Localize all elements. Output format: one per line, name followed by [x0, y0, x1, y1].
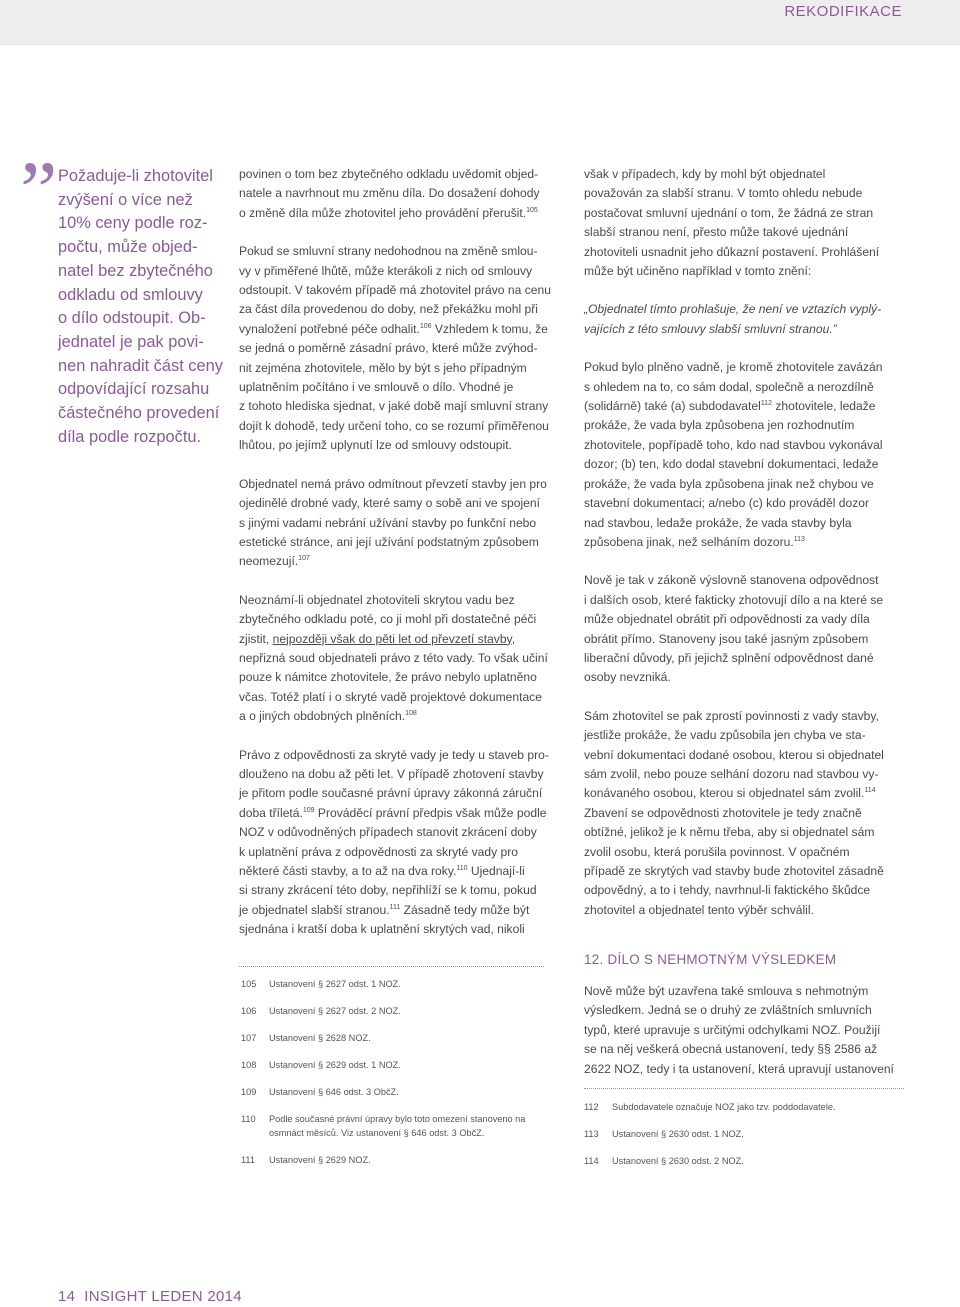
text-line: slabší stranou není, přesto může takové ujednání: [584, 225, 849, 240]
footnote-number: 106: [241, 1006, 257, 1016]
paragraph: [239, 475, 569, 572]
pull-quote-line: částečného provedení: [58, 404, 220, 423]
text-line: výsledkem. Jedná se o druhý ze zvláštních smluvních: [584, 1003, 872, 1018]
text-line: sjednána i kratší doba k uplatnění skrytých vad, nikoli: [239, 922, 525, 937]
text-line: zhotovitele, popřípadě toho, kdo nad stavbou vykonával: [584, 437, 883, 452]
text-line: se jedná o poměrně zásadní právo, které může zvýhod-: [239, 341, 538, 356]
footnote-line: Ustanovení § 2629 NOZ.: [269, 1154, 371, 1165]
footnote-ref: 107: [298, 555, 310, 563]
text-line: zbytečného odkladu poté, co ji mohl při dostatečné péči: [239, 612, 537, 627]
pull-quote-line: o dílo odstoupit. Ob-: [58, 309, 206, 328]
text-line: typů, které upravuje s určitými odchylkami NOZ. Použijí: [584, 1022, 881, 1037]
footnotes-right: [584, 1101, 909, 1182]
footnote-line: Ustanovení § 2627 odst. 2 NOZ.: [269, 1006, 401, 1016]
text-line: může objednatel obrátit při odpovědnosti za vady díla: [584, 612, 870, 627]
page-footer: [58, 1288, 242, 1305]
text-line: nepřizná soud objednateli právo z této vady. To však učiní: [239, 650, 548, 665]
footnote-line: Ustanovení § 2629 odst. 1 NOZ.: [269, 1060, 401, 1070]
text-line: Nově může být uzavřena také smlouva s nehmotným: [584, 984, 869, 998]
text-line: Nově je tak v zákoně výslovně stanovena odpovědnost: [584, 573, 879, 588]
text-line: Sám zhotovitel se pak zprostí povinnosti z vady stavby,: [584, 708, 879, 723]
footnote-number: 111: [241, 1154, 255, 1165]
footnote-ref: 114: [864, 787, 876, 795]
pull-quote-line: 10% ceny podle roz-: [58, 214, 208, 233]
paragraph: [239, 591, 569, 727]
footnote: [241, 1113, 571, 1140]
footnote-text: [612, 1128, 744, 1142]
footnote-number: 114: [584, 1156, 599, 1166]
footnote-line: Ustanovení § 2628 NOZ.: [269, 1033, 371, 1043]
quote-mark-icon: ”: [20, 145, 58, 238]
footnote-text: [612, 1101, 836, 1115]
underlined-phrase: nejpozději však do pěti let od převzetí stavby: [272, 631, 512, 646]
text-line: si strany zkrácení této doby, nepřihlíží se k tomu, pokud: [239, 883, 537, 898]
text-line: sám zvolil, nebo pouze selhání dozoru nad stavbou vy-: [584, 766, 879, 781]
text-line: zjistit, nejpozději však do pěti let od převzetí stavby,: [239, 631, 516, 646]
footnote-ref: 111: [389, 903, 401, 911]
footnote-number: 107: [241, 1033, 257, 1043]
pull-quote-line: zvýšení o více než: [58, 190, 193, 209]
footnote-line: Subdodavatele označuje NOZ jako tzv. poddodavatele.: [612, 1102, 836, 1112]
publication-name: INSIGHT LEDEN 2014: [84, 1288, 242, 1305]
article-column-right-continued: [584, 982, 909, 1098]
text-line: povinen o tom bez zbytečného odkladu uvědomit objed-: [239, 167, 539, 181]
footnote-line: Podle současné právní úpravy bylo toto omezení stanoveno na: [269, 1114, 526, 1124]
footnote-divider: [584, 1088, 904, 1089]
text-line: o změně díla může zhotovitel jeho provádění přerušit.$^{105}$: [239, 205, 538, 220]
footnote: [584, 1128, 909, 1142]
footnote-ref: 109: [302, 806, 315, 814]
text-line: včas. Totéž platí i o skryté vadě projektové dokumentace: [239, 689, 542, 704]
paragraph: [584, 571, 909, 687]
text-line: 2622 NOZ, tedy i ta ustanovení, která upravují ustanovení: [584, 1061, 894, 1076]
paragraph: [239, 165, 569, 223]
footnote-ref: 108: [405, 710, 417, 718]
footnote-ref: 110: [456, 865, 468, 872]
text-line: postačovat smluvní ujednání o tom, že žádná ze stran: [584, 205, 874, 220]
footnote-line: Ustanovení § 2630 odst. 2 NOZ.: [612, 1156, 744, 1166]
text-line: Neoznámí-li objednatel zhotoviteli skrytou vadu bez: [239, 592, 515, 607]
text-line: může být učiněno například v tomto znění:: [584, 264, 812, 279]
paragraph: [584, 982, 909, 1079]
text-line: však v případech, kdy by mohl být objednatel: [584, 167, 826, 181]
text-line: lhůtou, po jejímž uplynutí lze od smlouvy odstoupit.: [239, 438, 512, 453]
text-line: zhotoviteli usnadnit jeho důkazní postavení. Prohlášení: [584, 244, 880, 259]
text-line: vajících z této smlouvy slabší smluvní stranou.”: [584, 321, 837, 336]
text-line: a o jiných obdobných plněních.$^{108}$: [239, 709, 417, 724]
footnote-text: [612, 1155, 744, 1169]
text-line: i dalších osob, které fakticky zhotovují dílo a na které se: [584, 592, 884, 607]
pull-quote-line: nen nahradit část ceny: [58, 356, 223, 375]
header-bar: [0, 0, 960, 45]
footnote-text: [269, 1005, 401, 1019]
text-line: s ohledem na to, co sám dodal, společně a nerozdílně: [584, 379, 874, 394]
text-line: případě ze skrytých vad stavby bude zhotovitel zásadně: [584, 864, 884, 878]
footnote-text: [269, 1086, 399, 1100]
text-line: nit zejména zhotovitele, mělo by být s jeho případným: [239, 360, 527, 375]
pull-quote-line: jednatel je pak povi-: [58, 332, 204, 351]
text-line: některé části stavby, a to až na dva roky.$^{110}$ Ujednají-li: [239, 864, 525, 878]
text-line: dozor; (b) ten, kdo dodal stavební dokumentaci, ledaže: [584, 457, 879, 472]
text-line: Pokud se smluvní strany nedohodnou na změně smlou-: [239, 244, 538, 259]
footnote: [241, 1154, 571, 1168]
paragraph: [584, 358, 909, 552]
text-line: estetické stránce, ani její užívání podstatným způsobem: [239, 534, 539, 549]
text-line: jestliže prokáže, že vadu způsobila jen chyba ve sta-: [584, 728, 866, 743]
footnote-line: osmnáct měsíců. Viz ustanovení § 646 odst. 3 ObčZ.: [269, 1127, 485, 1138]
footnote-number: 112: [584, 1102, 599, 1112]
footnote-number: 113: [584, 1129, 599, 1139]
text-line: NOZ v odůvodněných případech stanovit zkrácení doby: [239, 825, 537, 840]
text-line: „Objednatel tímto prohlašuje, že není ve vztazích vyplý-: [584, 302, 882, 317]
text-line: vební dokumentaci dodané osobou, kterou si objednatel: [584, 747, 884, 762]
text-line: dlouženo na dobu až pěti let. V případě zhotovení stavby: [239, 766, 544, 781]
section-heading: 12. DÍLO S NEHMOTNÝM VÝSLEDKEM: [584, 952, 837, 967]
footnote-text: [269, 1032, 371, 1046]
text-line: stavební dokumentaci; a/nebo (c) kdo prováděl dozor: [584, 496, 870, 511]
text-line: za část díla provedenou do doby, než překážku mohl při: [239, 302, 538, 317]
pull-quote-line: Požaduje-li zhotovitel: [58, 167, 213, 185]
text-line: považován za slabší stranu. V tomto ohledu nebude: [584, 186, 863, 201]
footnote-text: [269, 978, 401, 992]
footnotes-middle: [241, 978, 571, 1181]
text-line: prokáže, že vada byla způsobena jen rozhodnutím: [584, 418, 855, 433]
pull-quote: [58, 165, 233, 449]
article-column-middle: [239, 165, 569, 959]
text-line: ojedinělé drobné vady, které samy o sobě ani ve spojení: [239, 496, 540, 511]
paragraph: [239, 746, 569, 940]
text-line: neomezují.$^{107}$: [239, 554, 310, 569]
footnote: [241, 978, 571, 992]
pull-quote-line: odkladu od smlouvy: [58, 285, 203, 304]
pull-quote-line: natel bez zbytečného: [58, 261, 213, 280]
footnote: [241, 1086, 571, 1100]
text-line: nad stavbou, ledaže prokáže, že vada stavby byla: [584, 515, 852, 530]
footnote: [584, 1155, 909, 1169]
text-line: obrátit přímo. Stanoveny jsou také jasným způsobem: [584, 631, 869, 646]
footnote-number: 109: [241, 1087, 257, 1097]
text-line: pouze k námitce zhotovitele, že právo nebylo uplatněno: [239, 670, 537, 685]
text-line: zvolil osobu, která porušila povinnost. V opačném: [584, 844, 850, 859]
footnote-ref: 113: [793, 535, 805, 543]
text-line: k uplatnění práva z odpovědnosti za skryté vady pro: [239, 844, 518, 859]
paragraph: [584, 707, 909, 920]
text-line: konávaného osobou, kterou si objednatel sám zvolil.$^{114}$: [584, 786, 876, 801]
text-line: se na něj veškerá obecná ustanovení, tedy §§ 2586 až: [584, 1042, 878, 1057]
text-line: je objednatel slabší stranou.$^{111}$ Zásadně tedy může být: [239, 902, 530, 917]
text-line: doba tříletá.$^{109}$ Prováděcí právní předpis však může podle: [239, 805, 547, 820]
footnote-text: [269, 1113, 525, 1140]
pull-quote-line: díla podle rozpočtu.: [58, 427, 202, 446]
footnote: [241, 1059, 571, 1073]
quoted-clause: [584, 300, 909, 339]
footnote-line: Ustanovení § 646 odst. 3 ObčZ.: [269, 1087, 399, 1097]
footnote-divider: [239, 966, 544, 967]
text-line: (solidárně) také (a) subdodavatel$^{112}$ zhotovitele, ledaže: [584, 399, 876, 414]
text-line: s jinými vadami nebrání užívání stavby po funkční nebo: [239, 515, 537, 530]
text-line: je přitom podle současné právní úpravy zákonná záruční: [239, 786, 543, 801]
footnote-line: Ustanovení § 2627 odst. 1 NOZ.: [269, 979, 401, 989]
pull-quote-line: odpovídající rozsahu: [58, 380, 210, 399]
footnote-number: 108: [241, 1060, 257, 1070]
footnote-text: [269, 1059, 401, 1073]
text-line: prokáže, že vada byla způsobena jinak než chybou ve: [584, 476, 874, 491]
text-line: z tohoto hlediska sjednat, v jaké době mají smluvní strany: [239, 399, 549, 414]
text-line: odpovědný, a to i tehdy, navrhnul-li faktického škůdce: [584, 883, 871, 898]
text-line: Právo z odpovědnosti za skryté vady je tedy u staveb pro-: [239, 747, 549, 762]
text-line: vynaložení potřebné péče odhalit.$^{106}$ Vzhledem k tomu, že: [239, 321, 548, 336]
footnote-ref: 112: [760, 400, 772, 408]
section-label: REKODIFIKACE: [784, 3, 902, 20]
footnote-ref: 106: [419, 322, 432, 330]
paragraph: [239, 242, 569, 455]
text-line: obtížné, jelikož je k němu třeba, aby si objednatel sám: [584, 825, 875, 840]
footnote: [241, 1032, 571, 1046]
text-line: Objednatel nemá právo odmítnout převzetí stavby jen pro: [239, 476, 547, 491]
text-line: způsobena jinak, než selháním dozoru.$^{113}$: [584, 534, 805, 549]
text-line: zhotovitel a objednatel tento výběr schválil.: [584, 902, 814, 917]
pull-quote-line: počtu, může objed-: [58, 238, 198, 257]
text-line: odstoupit. V takovém případě má zhotovitel právo na cenu: [239, 283, 551, 298]
text-line: vy v přiměřené lhůtě, může kterákoli z nich od smlouvy: [239, 263, 533, 278]
article-column-right: [584, 165, 909, 939]
text-line: osoby nevzniká.: [584, 670, 671, 685]
text-line: Zbavení se odpovědnosti zhotovitele je tedy značně: [584, 805, 862, 820]
footnote-number: 110: [241, 1114, 256, 1124]
text-line: liberační důvody, při jejichž splnění odpovědnost dané: [584, 650, 874, 665]
footnote-number: 105: [241, 979, 257, 989]
text-line: dojít k dohodě, tedy určení toho, co se rozumí přiměřenou: [239, 418, 549, 433]
footnote-line: Ustanovení § 2630 odst. 1 NOZ.: [612, 1129, 744, 1139]
footnote-ref: 105: [526, 206, 538, 214]
paragraph: [584, 165, 909, 281]
footnote: [241, 1005, 571, 1019]
text-line: uplatněním počítáno i ve smlouvě o dílo. Vhodné je: [239, 380, 514, 395]
text-line: Pokud bylo plněno vadně, je kromě zhotovitele zavázán: [584, 360, 883, 375]
text-line: natele a navrhnout mu změnu díla. Do dosažení dohody: [239, 186, 540, 201]
footnote-text: [269, 1154, 371, 1168]
page-number: 14: [58, 1288, 76, 1305]
footnote: [584, 1101, 909, 1115]
